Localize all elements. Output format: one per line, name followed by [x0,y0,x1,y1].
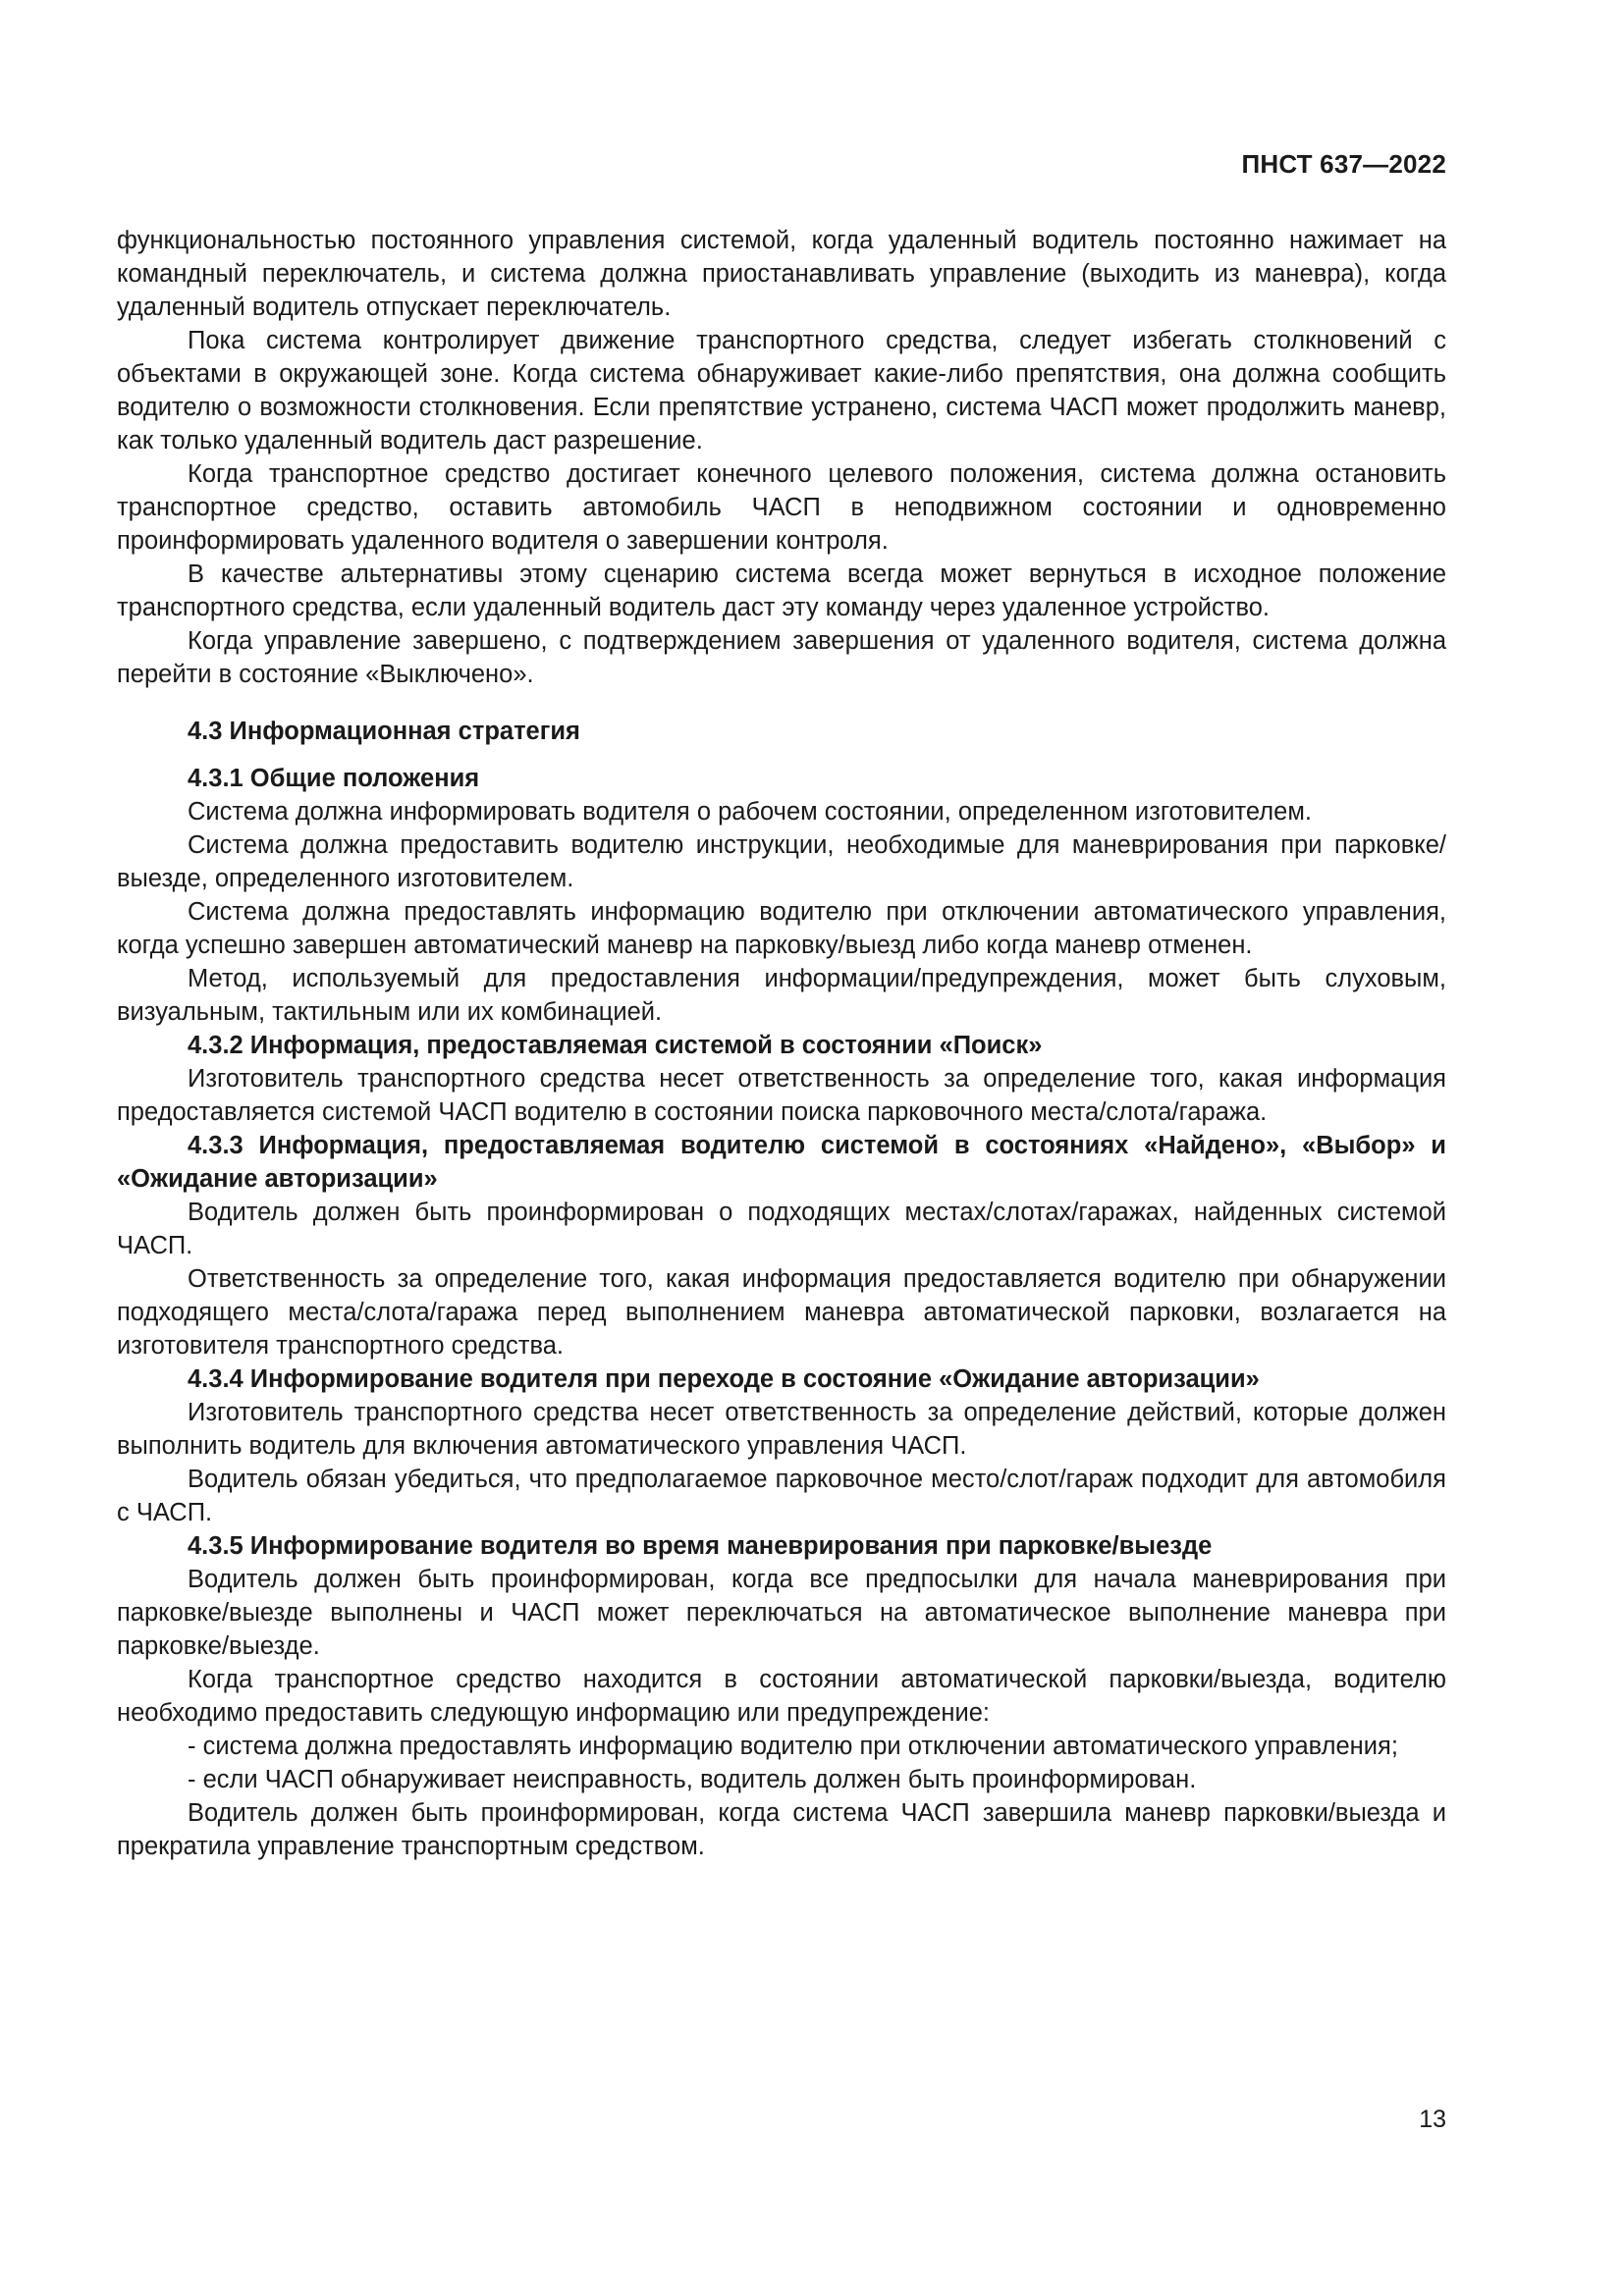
paragraph: Метод, используемый для предоставления информации/предупреждения, может быть слуховым, визуальным, тактильным или их комбинацией. [117,965,1446,1026]
document-body [117,224,1446,1863]
subsection-heading: 4.3.2 Информация, предоставляемая системой в состоянии «Поиск» [188,1032,1043,1059]
paragraph: Ответственность за определение того, какая информация предоставляется водителю при обнаружении подходящего места/слота/гаража перед выполнением маневра автоматической парковки, возлагается на изготовителя транспортного средства. [117,1265,1446,1360]
subsection-heading: 4.3.4 Информирование водителя при переходе в состояние «Ожидание авторизации» [188,1365,1260,1393]
paragraph: Система должна предоставить водителю инструкции, необходимые для маневрирования при парковке/выезде, определенного изготовителем. [117,831,1446,892]
paragraph: Водитель должен быть проинформирован, когда система ЧАСП завершила маневр парковки/выезда и прекратила управление транспортным средством. [117,1799,1446,1860]
subsection-heading: 4.3.5 Информирование водителя во время маневрирования при парковке/выезде [188,1532,1213,1560]
subsection-heading: 4.3.3 Информация, предоставляемая водителю системой в состояниях «Найдено», «Выбор» и «Ожидание авторизации» [117,1132,1446,1193]
paragraph: Водитель должен быть проинформирован о подходящих местах/слотах/гаражах, найденных системой ЧАСП. [117,1199,1446,1259]
subsection-heading: 4.3.1 Общие положения [188,765,480,792]
paragraph: Пока система контролирует движение транспортного средства, следует избегать столкновений с объектами в окружающей зоне. Когда система обнаруживает какие-либо препятствия, она должна сообщить водителю о возможности столкновения. Если препятствие устранено, система ЧАСП может продолжить маневр, как только удаленный водитель даст разрешение. [117,327,1446,454]
paragraph: Водитель обязан убедиться, что предполагаемое парковочное место/слот/гараж подходит для автомобиля с ЧАСП. [117,1466,1446,1526]
paragraph: функциональностью постоянного управления системой, когда удаленный водитель постоянно нажимает на командный переключатель, и система должна приостанавливать управление (выходить из маневра), когда удаленный водитель отпускает переключатель. [117,227,1446,321]
list-item: - система должна предоставлять информацию водителю при отключении автоматического управления; [188,1733,1398,1760]
paragraph: Водитель должен быть проинформирован, когда все предпосылки для начала маневрирования при парковке/выезде выполнены и ЧАСП может переключаться на автоматическое выполнение маневра при парковке/выезде. [117,1566,1446,1660]
page-number: 13 [1419,2106,1446,2133]
paragraph: Система должна информировать водителя о рабочем состоянии, определенном изготовителем. [188,798,1312,826]
section-heading: 4.3 Информационная стратегия [188,718,580,745]
paragraph: Изготовитель транспортного средства несет ответственность за определение действий, которые должен выполнить водитель для включения автоматического управления ЧАСП. [117,1399,1446,1460]
paragraph: Когда транспортное средство достигает конечного целевого положения, система должна остановить транспортное средство, оставить автомобиль ЧАСП в неподвижном состоянии и одновременно проинформировать удаленного водителя о завершении контроля. [117,460,1446,555]
paragraph: Система должна предоставлять информацию водителю при отключении автоматического управления, когда успешно завершен автоматический маневр на парковку/выезд либо когда маневр отменен. [117,898,1446,959]
document-code-header: ПНСТ 637—2022 [1241,149,1446,179]
paragraph: Когда управление завершено, с подтверждением завершения от удаленного водителя, система должна перейти в состояние «Выключено». [117,627,1446,688]
paragraph: В качестве альтернативы этому сценарию система всегда может вернуться в исходное положение транспортного средства, если удаленный водитель даст эту команду через удаленное устройство. [117,561,1446,621]
paragraph: Когда транспортное средство находится в состоянии автоматической парковки/выезда, водителю необходимо предоставить следующую информацию или предупреждение: [117,1666,1446,1727]
paragraph: Изготовитель транспортного средства несет ответственность за определение того, какая информация предоставляется системой ЧАСП водителю в состоянии поиска парковочного места/слота/гаража. [117,1065,1446,1126]
list-item: - если ЧАСП обнаруживает неисправность, водитель должен быть проинформирован. [188,1766,1197,1793]
